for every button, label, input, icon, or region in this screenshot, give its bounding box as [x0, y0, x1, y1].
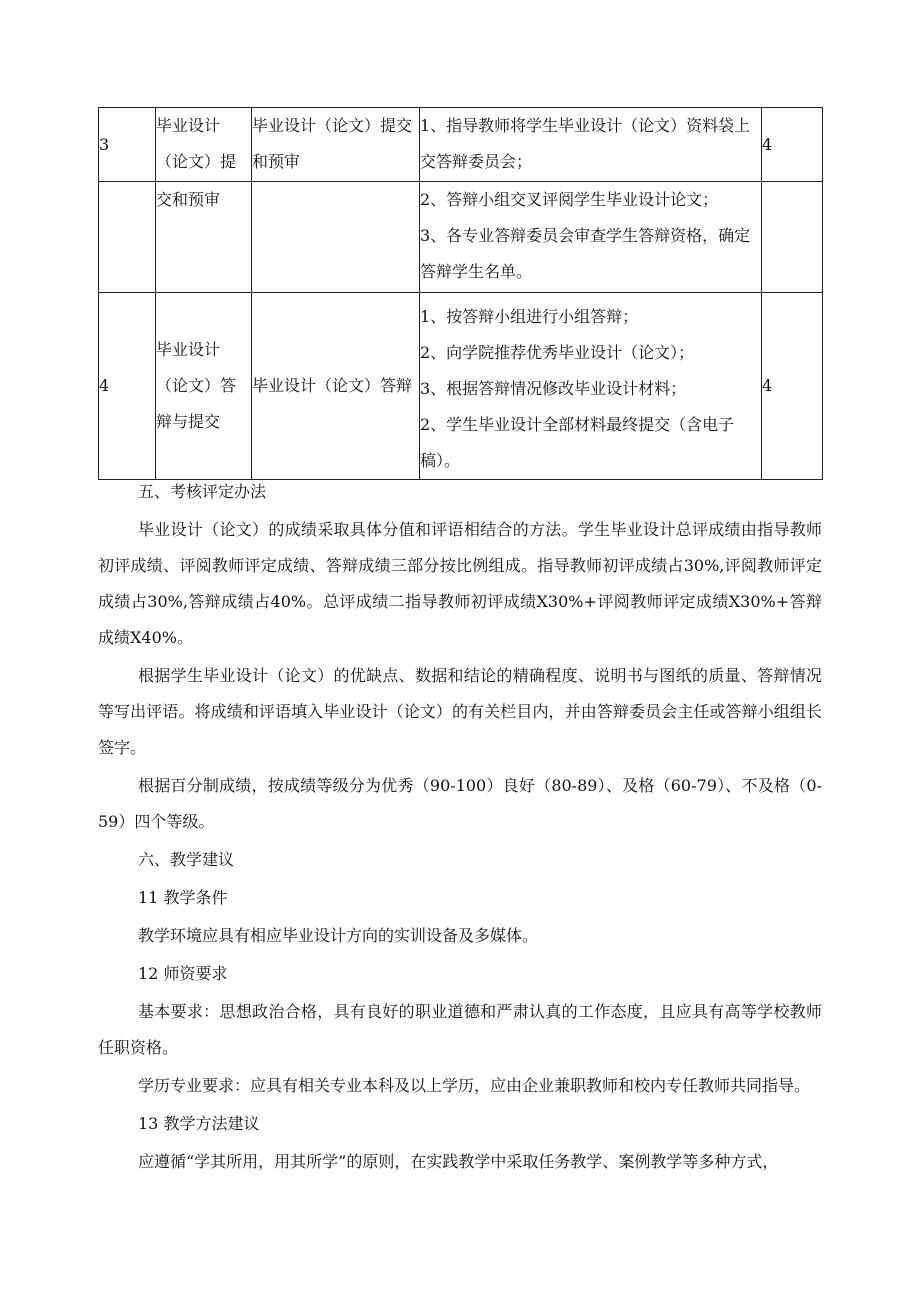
paragraph-methods: 应遵循“学其所用，用其所学”的原则，在实践教学中采取任务教学、案例教学等多种方式，	[138, 1152, 779, 1171]
item-cell: 毕业设计（论文）答辩	[252, 293, 420, 480]
stage-cell: 毕业设计 （论文）答 辩与提交	[156, 293, 252, 480]
table-row	[99, 108, 823, 182]
paragraph-faculty-basic: 基本要求：思想政治合格，具有良好的职业道德和严肃认真的工作态度，且应具有高等学校教师任职资格。	[98, 1002, 822, 1057]
paragraph-comments: 根据学生毕业设计（论文）的优缺点、数据和结论的精确程度、说明书与图纸的质量、答辩情况等写出评语。将成绩和评语填入毕业设计（论文）的有关栏目内，并由答辩委员会主任或答辩小组组长签字。	[98, 666, 822, 757]
item-cell: 毕业设计（论文）提交和预审	[252, 108, 420, 182]
row-number: 3	[99, 108, 156, 182]
paragraph-conditions: 教学环境应具有相应毕业设计方向的实训设备及多媒体。	[138, 926, 539, 945]
paragraph-grading-method: 毕业设计（论文）的成绩采取具体分值和评语相结合的方法。学生毕业设计总评成绩由指导教师初评成绩、评阅教师评定成绩、答辩成绩三部分按比例组成。指导教师初评成绩占30%,评阅教师评定成绩占30%,答辩成绩占40%。总评成绩二指导教师初评成绩X30%+评阅教师评定成绩X30%+答辩成绩X40%。	[98, 520, 822, 647]
subheading-conditions: 11 教学条件	[138, 888, 228, 907]
paragraph-grade-levels: 根据百分制成绩，按成绩等级分为优秀（90-100）良好（80-89）、及格（60-79）、不及格（0-59）四个等级。	[98, 776, 822, 831]
section-heading-teaching: 六、教学建议	[138, 850, 235, 869]
stage-cell: 交和预审	[156, 182, 252, 293]
subheading-faculty: 12 师资要求	[138, 964, 228, 983]
table-row	[99, 182, 823, 293]
section-heading-assessment: 五、考核评定办法	[138, 482, 267, 501]
subheading-methods: 13 教学方法建议	[138, 1114, 260, 1133]
row-number: 4	[99, 293, 156, 480]
paragraph-faculty-degree: 学历专业要求：应具有相关专业本科及以上学历，应由企业兼职教师和校内专任教师共同指导。	[138, 1076, 811, 1095]
stage-cell: 毕业设计 （论文）提	[156, 108, 252, 182]
body-text	[98, 474, 822, 1180]
content-cell: 1、指导教师将学生毕业设计（论文）资料袋上交答辩委员会；	[420, 108, 762, 182]
item-cell	[252, 182, 420, 293]
weeks-cell: 4	[762, 293, 823, 480]
weeks-cell	[762, 182, 823, 293]
table-row	[99, 293, 823, 480]
schedule-table	[98, 107, 823, 480]
content-cell: 1、按答辩小组进行小组答辩； 2、向学院推荐优秀毕业设计（论文）； 3、根据答辩情况修改毕业设计材料； 2、学生毕业设计全部材料最终提交（含电子稿）。	[420, 293, 762, 480]
row-number	[99, 182, 156, 293]
weeks-cell: 4	[762, 108, 823, 182]
content-cell: 2、答辩小组交叉评阅学生毕业设计论文； 3、各专业答辩委员会审查学生答辩资格，确定答辩学生名单。	[420, 182, 762, 293]
